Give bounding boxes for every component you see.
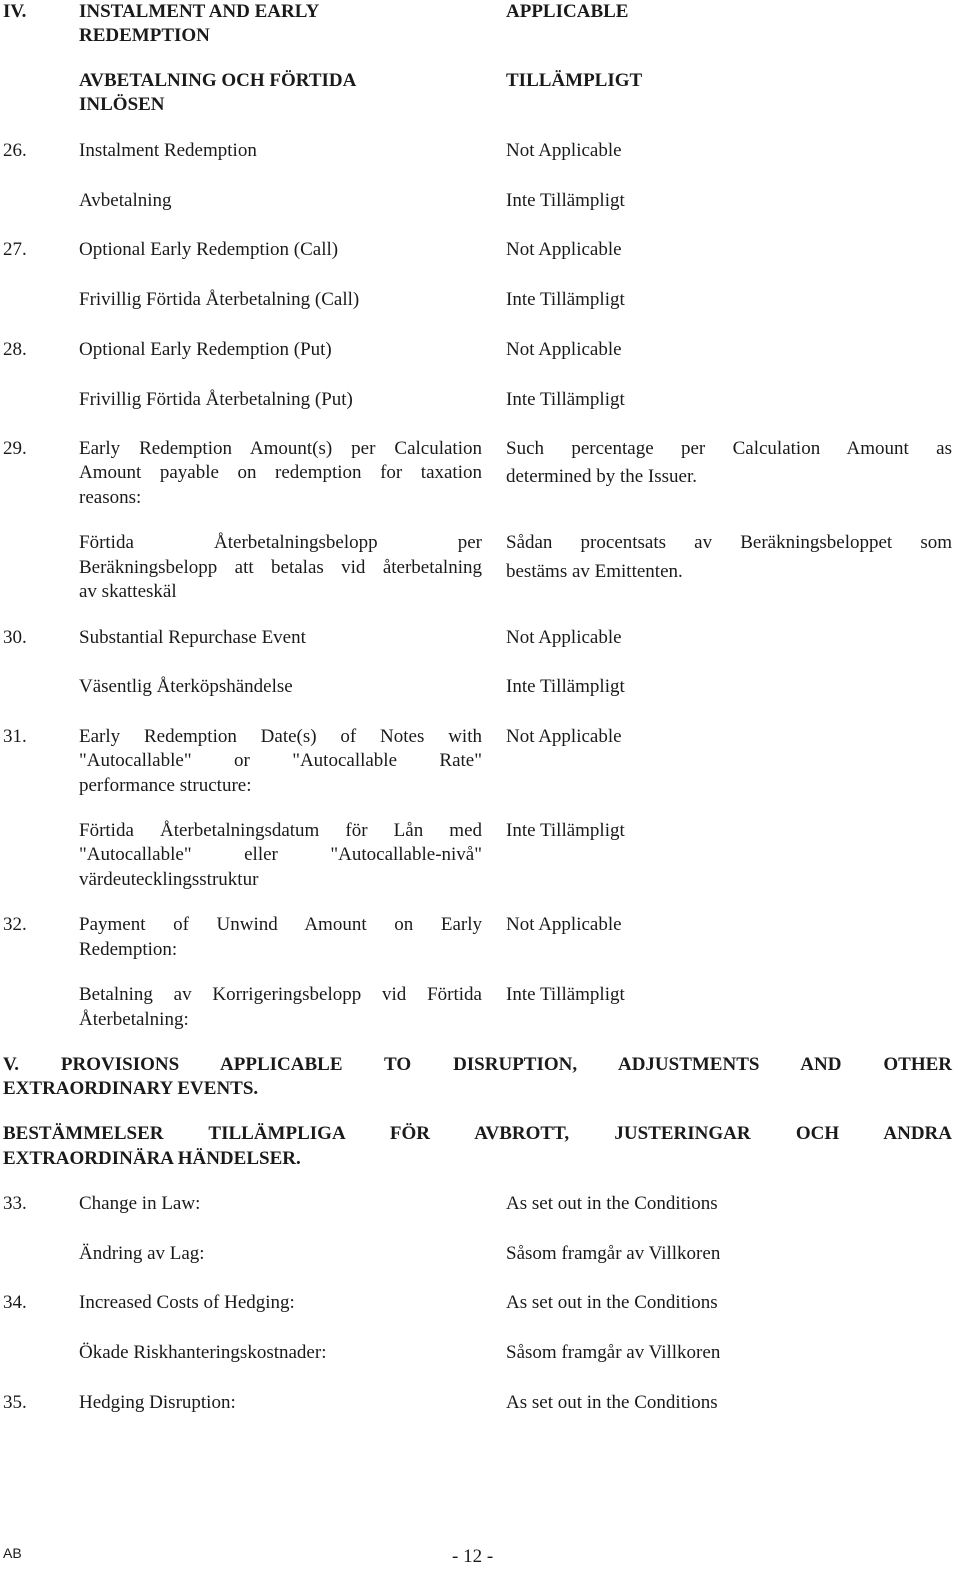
item-value-en: Not Applicable: [506, 239, 622, 260]
item-number: 27.: [3, 239, 27, 260]
item-label-sv-line: Betalning av Korrigeringsbelopp vid Förtida: [79, 984, 482, 1005]
item-value-en: Not Applicable: [506, 339, 622, 360]
item-value-sv: Såsom framgår av Villkoren: [506, 1342, 721, 1363]
section-v-title-en-line: V. PROVISIONS APPLICABLE TO DISRUPTION, ADJUSTMENTS AND OTHER: [3, 1054, 952, 1075]
item-label-sv: Väsentlig Återköpshändelse: [79, 676, 293, 697]
item-label-sv: Ändring av Lag:: [79, 1243, 205, 1264]
item-label-en-line: "Autocallable" or "Autocallable Rate": [79, 750, 482, 771]
item-label-en: Substantial Repurchase Event: [79, 627, 306, 648]
item-label-sv: Avbetalning: [79, 190, 172, 211]
item-label-en-line: Early Redemption Amount(s) per Calculation: [79, 438, 482, 459]
item-label-en: Optional Early Redemption (Call): [79, 239, 339, 260]
section-iv-title-en: INSTALMENT AND EARLY REDEMPTION: [79, 1, 319, 46]
item-number: 29.: [3, 438, 27, 459]
item-number: 28.: [3, 339, 27, 360]
section-v-title-en-line: EXTRAORDINARY EVENTS.: [3, 1078, 259, 1099]
item-label-en-line: Redemption:: [79, 939, 178, 960]
item-value-sv-line: bestäms av Emittenten.: [506, 561, 683, 582]
item-number: 26.: [3, 140, 27, 161]
item-value-en: Not Applicable: [506, 726, 622, 747]
item-label-sv: Ökade Riskhanteringskostnader:: [79, 1342, 327, 1363]
item-value-en-line: Such percentage per Calculation Amount as: [506, 438, 952, 459]
item-label-sv-line: Förtida Återbetalningsbelopp per: [79, 532, 482, 553]
item-label-en-line: Payment of Unwind Amount on Early: [79, 914, 482, 935]
item-label-sv-line: Förtida Återbetalningsdatum för Lån med: [79, 820, 482, 841]
section-iv-number: IV.: [3, 1, 27, 22]
item-value-sv: Inte Tillämpligt: [506, 676, 625, 697]
item-number: 33.: [3, 1193, 27, 1214]
item-number: 35.: [3, 1392, 27, 1413]
item-label-sv: Frivillig Förtida Återbetalning (Call): [79, 289, 360, 310]
item-label-sv-line: av skatteskäl: [79, 581, 177, 602]
section-v-title-sv-line: BESTÄMMELSER TILLÄMPLIGA FÖR AVBROTT, JUSTERINGAR OCH ANDRA: [3, 1123, 952, 1144]
item-value-en: As set out in the Conditions: [506, 1193, 718, 1214]
item-value-en: Not Applicable: [506, 627, 622, 648]
item-value-en-line: determined by the Issuer.: [506, 466, 698, 487]
section-iv-status-en: APPLICABLE: [506, 1, 629, 22]
item-label-en: Hedging Disruption:: [79, 1392, 236, 1413]
item-label-sv: Frivillig Förtida Återbetalning (Put): [79, 389, 353, 410]
item-label-en-line: performance structure:: [79, 775, 252, 796]
section-iv-title-sv: AVBETALNING OCH FÖRTIDA INLÖSEN: [79, 70, 356, 115]
item-label-en-line: Amount payable on redemption for taxation: [79, 462, 482, 483]
item-number: 31.: [3, 726, 27, 747]
item-value-sv: Inte Tillämpligt: [506, 984, 625, 1005]
item-label-sv-line: Återbetalning:: [79, 1009, 189, 1030]
item-value-sv: Såsom framgår av Villkoren: [506, 1243, 721, 1264]
item-label-en: Instalment Redemption: [79, 140, 257, 161]
item-value-sv-line: Sådan procentsats av Beräkningsbeloppet som: [506, 532, 952, 553]
item-value-sv: Inte Tillämpligt: [506, 389, 625, 410]
item-label-en-line: Early Redemption Date(s) of Notes with: [79, 726, 482, 747]
footer-initials: AB: [3, 1545, 22, 1561]
item-value-en: As set out in the Conditions: [506, 1292, 718, 1313]
item-value-en: Not Applicable: [506, 914, 622, 935]
item-value-sv: Inte Tillämpligt: [506, 820, 625, 841]
page-number: - 12 -: [452, 1546, 494, 1567]
item-value-sv: Inte Tillämpligt: [506, 289, 625, 310]
item-label-sv-line: Beräkningsbelopp att betalas vid återbetalning: [79, 557, 482, 578]
section-iv-status-sv: TILLÄMPLIGT: [506, 70, 643, 91]
item-label-en: Increased Costs of Hedging:: [79, 1292, 295, 1313]
item-number: 30.: [3, 627, 27, 648]
item-label-sv-line: "Autocallable" eller "Autocallable-nivå": [79, 844, 482, 865]
item-value-en: As set out in the Conditions: [506, 1392, 718, 1413]
item-label-en-line: reasons:: [79, 487, 142, 508]
item-label-en: Change in Law:: [79, 1193, 201, 1214]
item-label-en: Optional Early Redemption (Put): [79, 339, 332, 360]
item-value-en: Not Applicable: [506, 140, 622, 161]
item-number: 32.: [3, 914, 27, 935]
item-value-sv: Inte Tillämpligt: [506, 190, 625, 211]
item-label-sv-line: värdeutecklingsstruktur: [79, 869, 259, 890]
section-v-title-sv-line: EXTRAORDINÄRA HÄNDELSER.: [3, 1148, 301, 1169]
item-number: 34.: [3, 1292, 27, 1313]
